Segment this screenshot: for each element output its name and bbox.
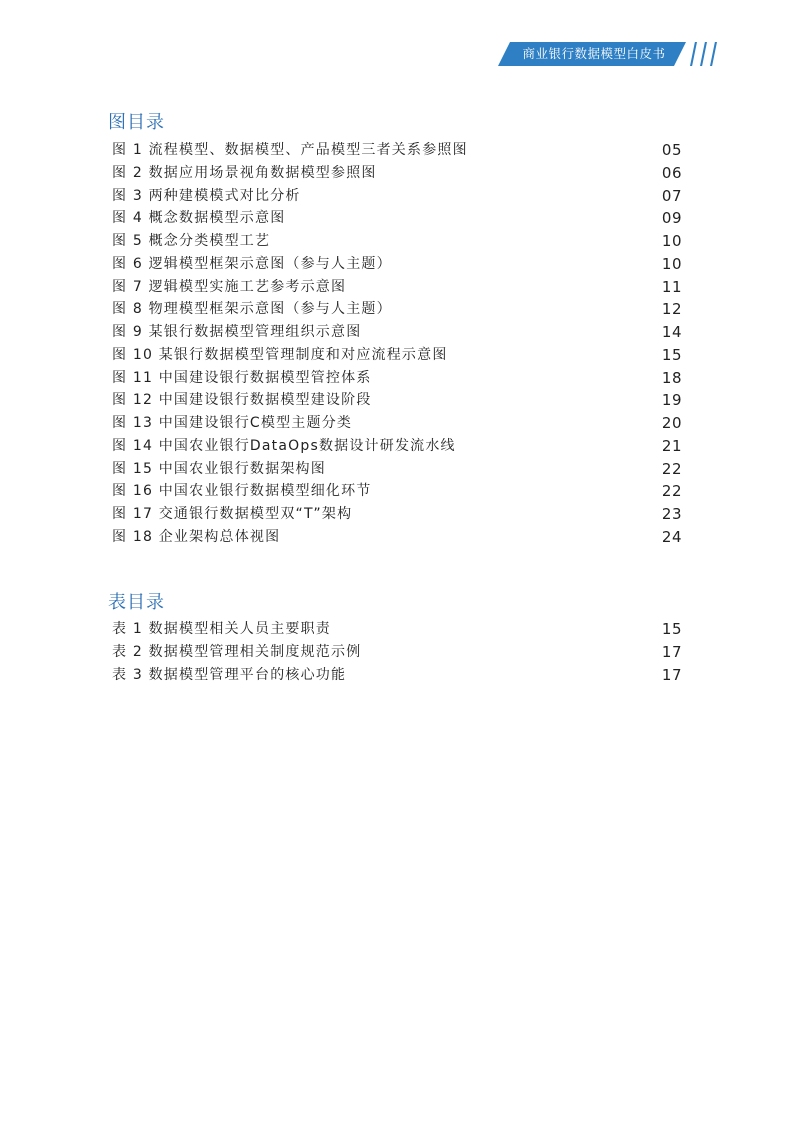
figure-entry-page-number: 19 (661, 391, 682, 410)
figure-entry-page-number: 22 (661, 459, 682, 478)
figure-list (112, 139, 682, 549)
table-entry[interactable] (112, 618, 682, 641)
header-slash-decoration (690, 42, 697, 66)
figure-entry-label: 图 11 中国建设银行数据模型管控体系 (112, 369, 372, 386)
table-list (112, 618, 682, 686)
header-slash-decoration (700, 42, 707, 66)
figure-entry-page-number: 07 (661, 186, 682, 205)
table-entry[interactable] (112, 664, 682, 687)
figure-entry[interactable] (112, 276, 682, 299)
table-entry-page-number: 17 (661, 642, 682, 661)
figure-entry[interactable] (112, 367, 682, 390)
table-entry-label: 表 2 数据模型管理相关制度规范示例 (112, 643, 362, 660)
figure-entry-label: 图 5 概念分类模型工艺 (112, 233, 271, 249)
figure-entry[interactable] (112, 321, 682, 344)
table-entry[interactable] (112, 641, 682, 664)
figure-entry[interactable] (112, 435, 682, 458)
figure-entry[interactable] (112, 412, 682, 435)
figure-entry-label: 图 9 某银行数据模型管理组织示意图 (112, 324, 362, 340)
figure-entry-label: 图 18 企业架构总体视图 (112, 528, 281, 545)
figure-entry-label: 图 3 两种建模模式对比分析 (112, 187, 301, 204)
figure-entry-label: 图 14 中国农业银行DataOps数据设计研发流水线 (112, 437, 456, 454)
table-entry-page-number: 15 (661, 620, 682, 638)
table-entry-page-number: 17 (661, 665, 682, 684)
figure-entry-page-number: 05 (661, 141, 682, 159)
figure-entry-label: 图 4 概念数据模型示意图 (112, 210, 286, 227)
figure-entry-label: 图 7 逻辑模型实施工艺参考示意图 (112, 278, 347, 295)
figure-entry-page-number: 20 (661, 414, 682, 432)
figure-entry-page-number: 06 (661, 163, 682, 182)
figure-entry-label: 图 8 物理模型框架示意图（参与人主题） (112, 301, 392, 318)
figure-entry-page-number: 24 (661, 527, 682, 546)
figure-entry[interactable] (112, 139, 682, 162)
table-entry-label: 表 1 数据模型相关人员主要职责 (112, 621, 332, 637)
figure-entry[interactable] (112, 230, 682, 253)
figure-entry-page-number: 10 (661, 254, 682, 273)
figure-entry[interactable] (112, 344, 682, 367)
figure-entry-label: 图 13 中国建设银行C模型主题分类 (112, 415, 353, 431)
figure-entry[interactable] (112, 298, 682, 321)
figure-entry-page-number: 10 (661, 232, 682, 250)
figure-entry-label: 图 16 中国农业银行数据模型细化环节 (112, 483, 372, 500)
figure-entry-label: 图 6 逻辑模型框架示意图（参与人主题） (112, 255, 392, 272)
figure-entry-page-number: 22 (661, 482, 682, 501)
figure-entry-label: 图 17 交通银行数据模型双“T”架构 (112, 506, 353, 522)
figure-entry-label: 图 15 中国农业银行数据架构图 (112, 460, 326, 477)
figure-entry-page-number: 18 (661, 368, 682, 387)
figure-entry-page-number: 23 (661, 505, 682, 523)
figure-entry-label: 图 12 中国建设银行数据模型建设阶段 (112, 392, 372, 409)
table-list-heading: 表目录 (108, 592, 165, 613)
figure-entry[interactable] (112, 162, 682, 185)
figure-entry[interactable] (112, 526, 682, 549)
table-entry-label: 表 3 数据模型管理平台的核心功能 (112, 666, 347, 683)
figure-entry-page-number: 09 (661, 209, 682, 228)
figure-entry-label: 图 2 数据应用场景视角数据模型参照图 (112, 164, 377, 181)
figure-entry[interactable] (112, 503, 682, 526)
document-title: 商业银行数据模型白皮书 (522, 46, 666, 61)
figure-entry-page-number: 11 (661, 277, 682, 296)
figure-entry[interactable] (112, 480, 682, 503)
figure-list-heading: 图目录 (108, 112, 165, 133)
figure-entry[interactable] (112, 389, 682, 412)
figure-entry-page-number: 12 (661, 300, 682, 319)
figure-entry-label: 图 10 某银行数据模型管理制度和对应流程示意图 (112, 346, 448, 363)
figure-entry[interactable] (112, 458, 682, 481)
figure-entry[interactable] (112, 207, 682, 230)
figure-entry-label: 图 1 流程模型、数据模型、产品模型三者关系参照图 (112, 142, 468, 158)
figure-entry-page-number: 15 (661, 345, 682, 364)
figure-entry[interactable] (112, 253, 682, 276)
figure-entry-page-number: 21 (661, 436, 682, 455)
header-slash-decoration (710, 42, 717, 66)
figure-entry-page-number: 14 (661, 323, 682, 341)
figure-entry[interactable] (112, 185, 682, 208)
